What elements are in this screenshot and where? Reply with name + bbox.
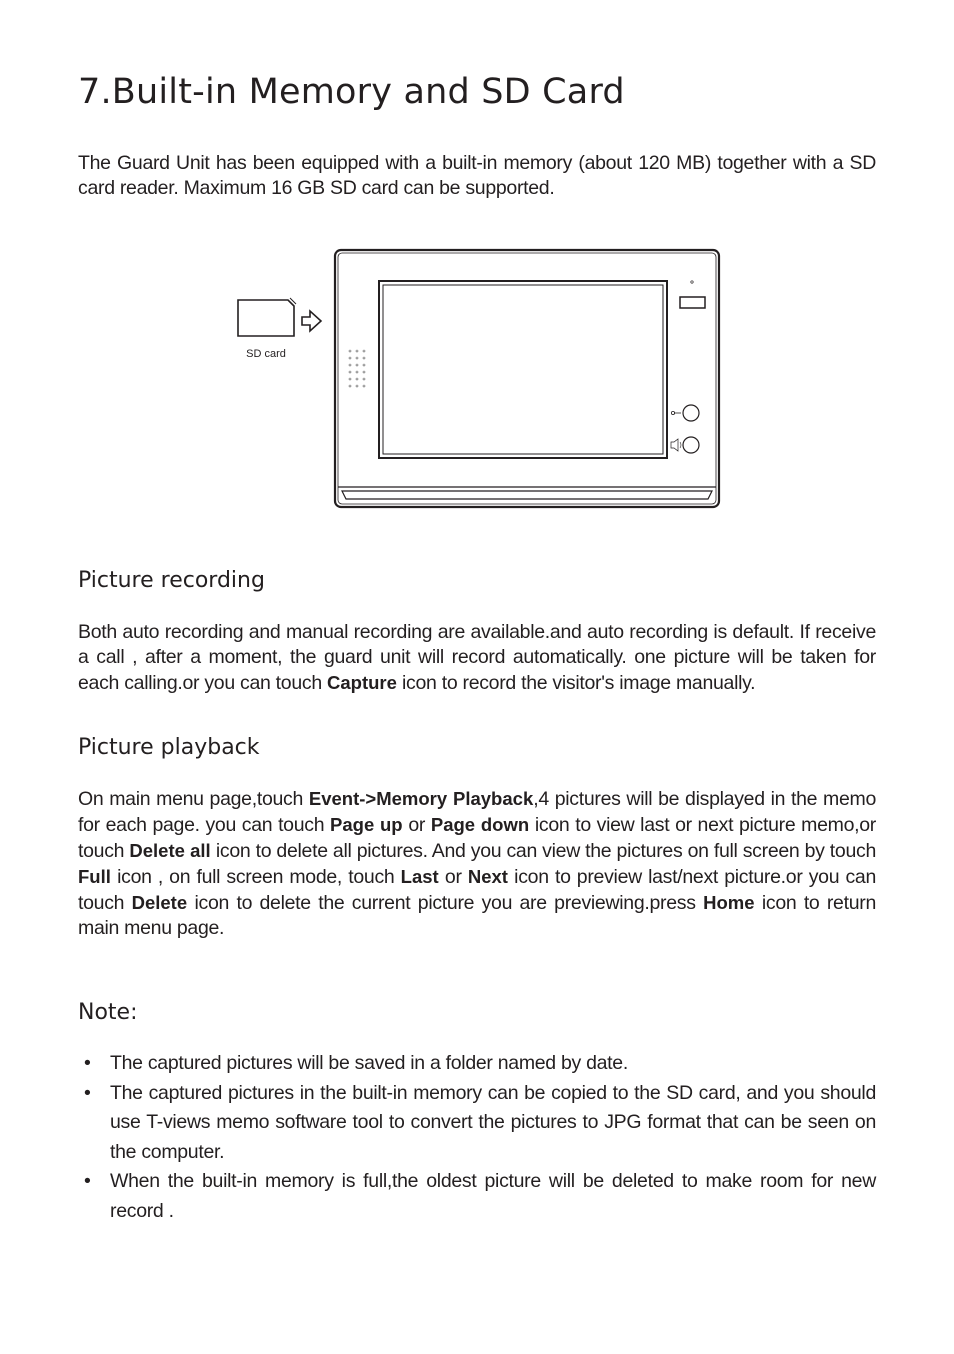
guard-unit-illustration <box>230 245 730 515</box>
guard-unit-device <box>335 250 719 507</box>
insert-arrow-icon <box>302 311 321 331</box>
device-figure <box>230 245 730 515</box>
capture-term: Capture <box>327 672 397 693</box>
page-title: 7.Built-in Memory and SD Card <box>78 72 625 112</box>
list-item: • When the built-in memory is full,the oldest picture will be deleted to make room for new record . <box>84 1170 876 1222</box>
sd-card-label: SD card <box>246 348 286 360</box>
note-heading: Note: <box>78 1000 138 1025</box>
sd-card-icon <box>238 298 296 336</box>
intro-paragraph: The Guard Unit has been equipped with a built-in memory (about 120 MB) together with a SD card reader. Maximum 16 GB SD card can be supported. <box>78 152 876 199</box>
recording-paragraph: Both auto recording and manual recording are available.and auto recording is default. If receive a call , after a moment, the guard unit will record automatically. one picture will be taken for each calling.or you can touch Capture icon to record the visitor's image manually. <box>78 621 876 694</box>
list-item: • The captured pictures will be saved in a folder named by date. <box>84 1052 628 1074</box>
note-list <box>78 1049 876 1226</box>
list-item: • The captured pictures in the built-in memory can be copied to the SD card, and you should use T-views memo software tool to convert the pictures to JPG format that can be seen on the computer. <box>84 1081 876 1163</box>
playback-heading: Picture playback <box>78 735 260 760</box>
playback-paragraph: On main menu page,touch Event->Memory Playback,4 pictures will be displayed in the memo for each page. you can touch Page up or Page down icon to view last or next picture memo,or touch Delete all icon to delete all pictures. And you can view the pictures on full screen by touch Full icon , on full screen mode, touch Last or Next icon to preview last/next picture.or you can touch Delete icon to delete the current picture you are previewing.press Home icon to return main menu page. <box>78 788 877 939</box>
recording-heading: Picture recording <box>78 568 265 593</box>
